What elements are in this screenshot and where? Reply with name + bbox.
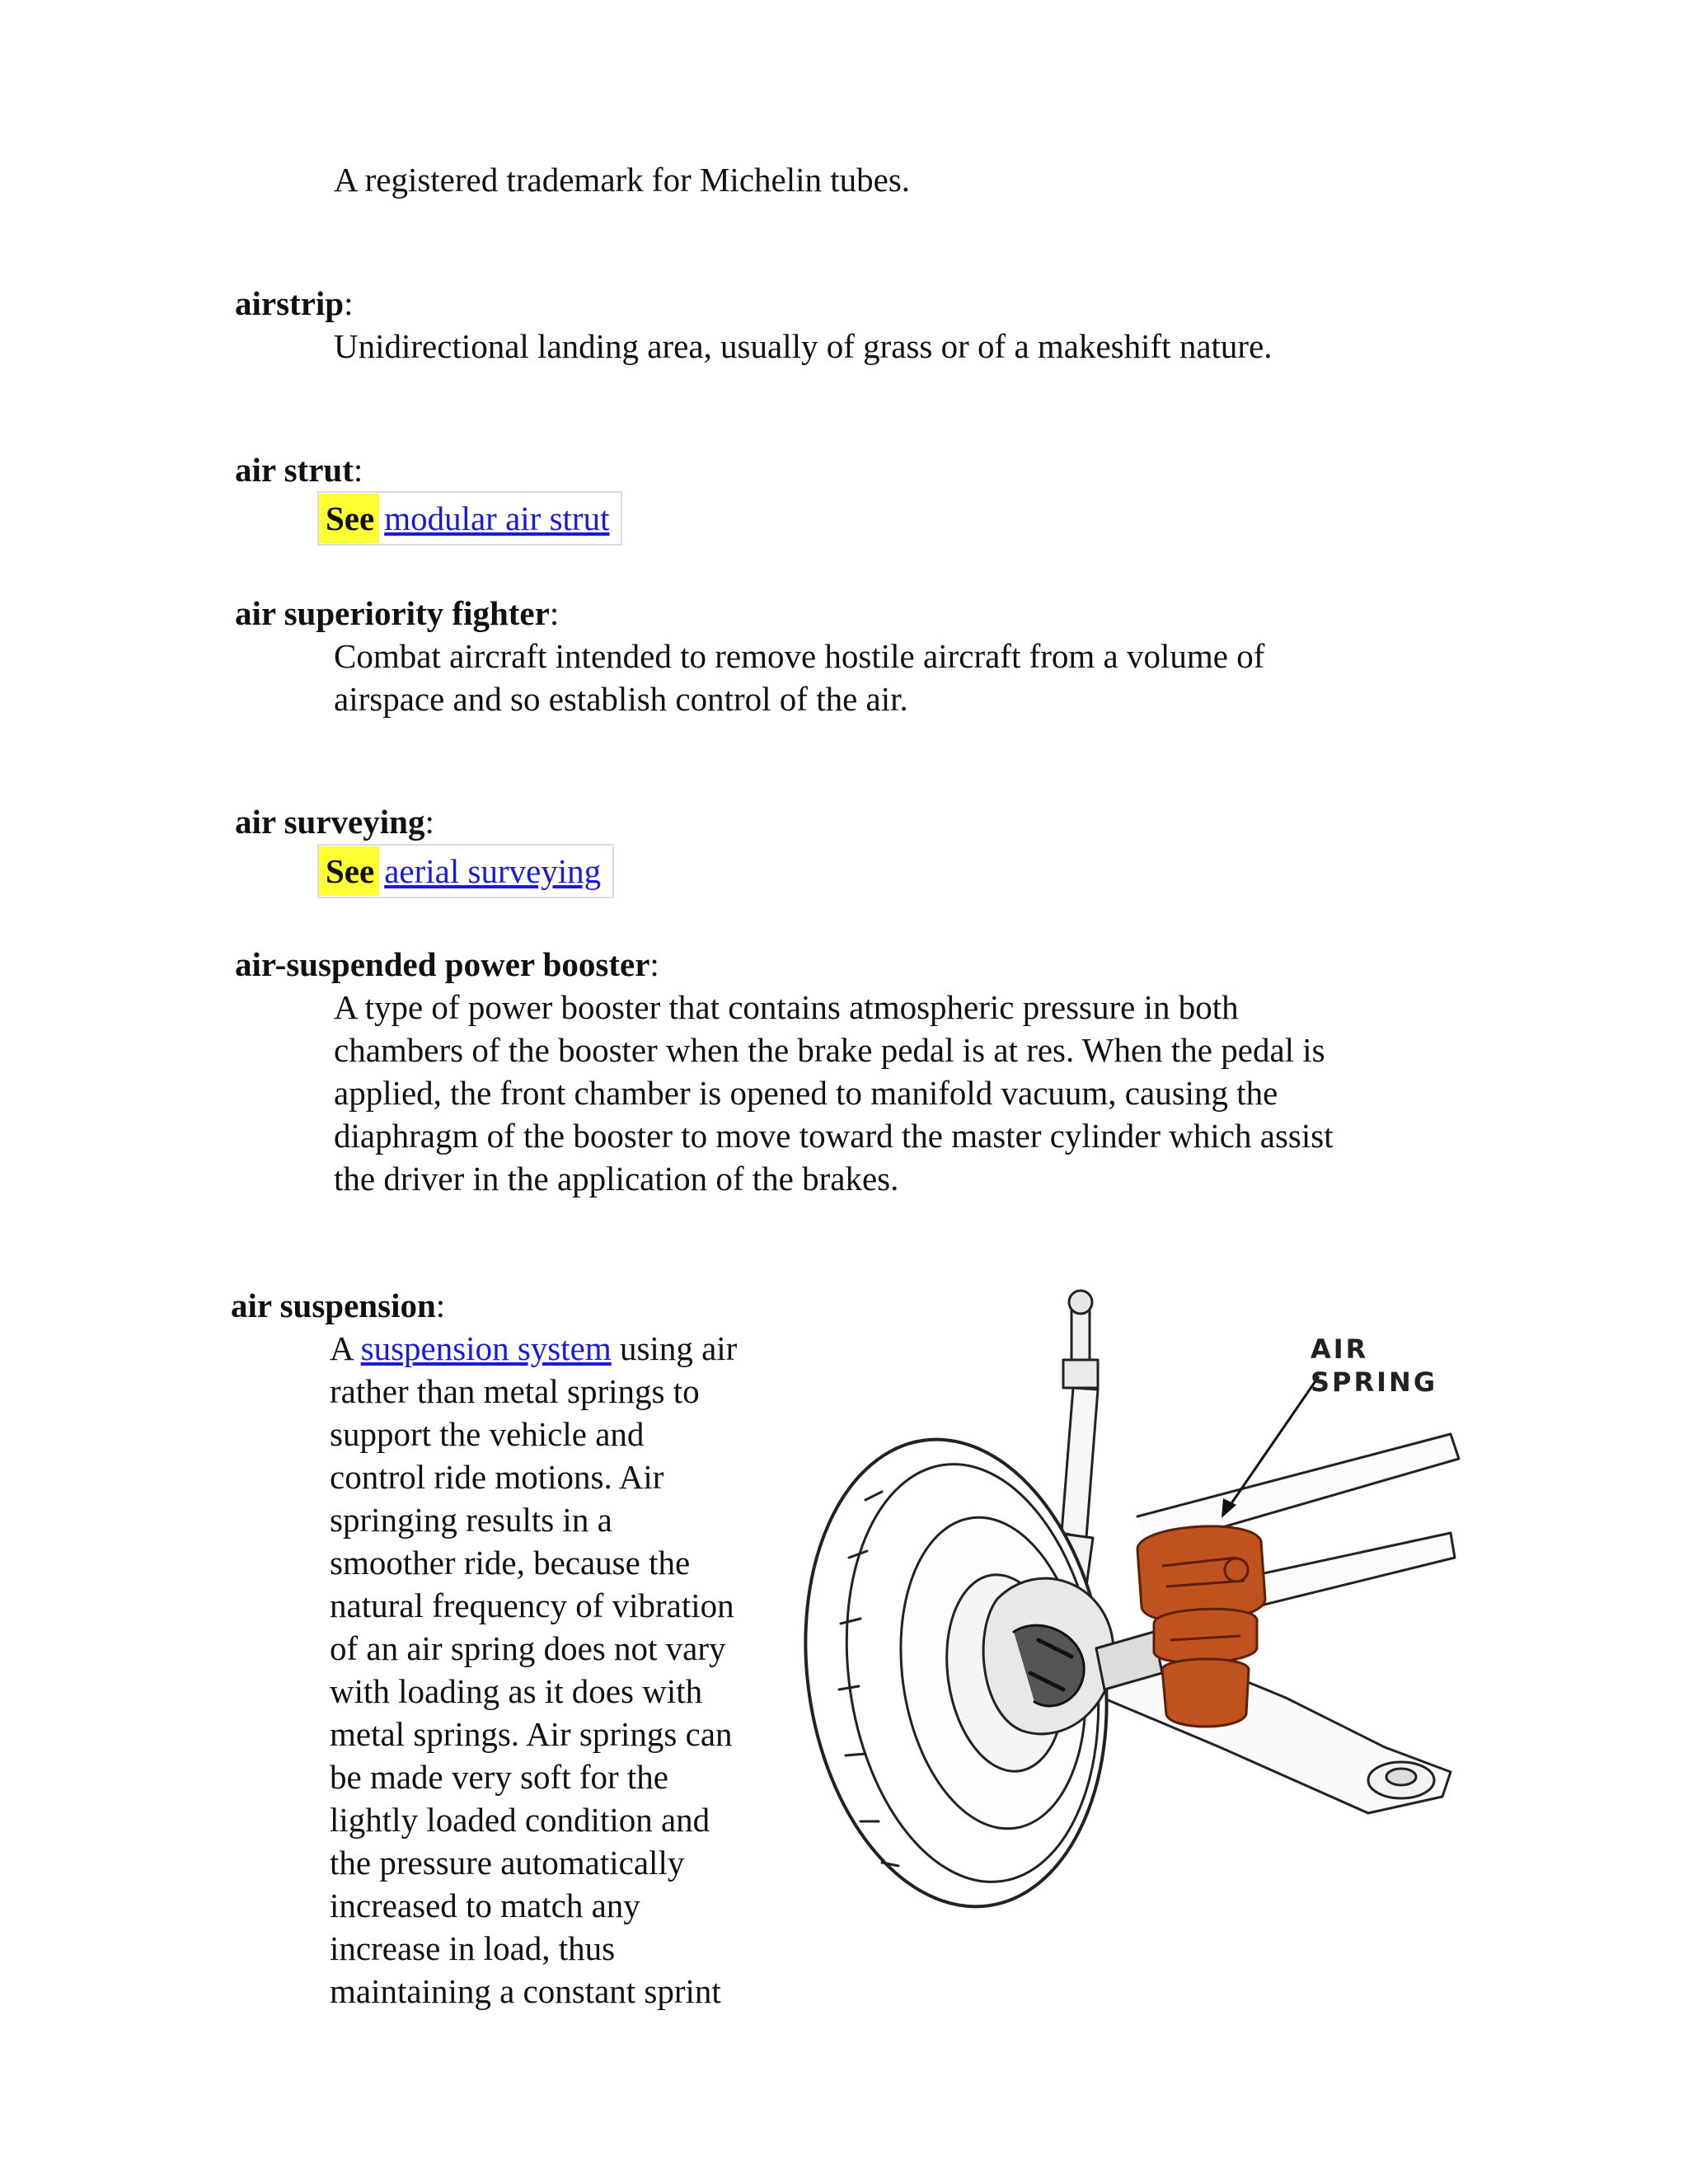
term-air-superiority-fighter: air superiority fighter: bbox=[235, 594, 560, 632]
definition-line: metal springs. Air springs can bbox=[330, 1715, 733, 1753]
definition-line: of an air spring does not vary bbox=[330, 1629, 726, 1667]
see-reference-air-strut bbox=[317, 491, 622, 546]
term-airstrip: airstrip: bbox=[235, 284, 354, 322]
definition-air-suspended-power-booster bbox=[334, 986, 1334, 1200]
definition-line: the driver in the application of the brakes. bbox=[334, 1160, 899, 1197]
definition-line: increased to match any bbox=[330, 1886, 640, 1924]
definition-line: airspace and so establish control of the air. bbox=[334, 680, 908, 718]
definition-line: the pressure automatically bbox=[330, 1844, 685, 1882]
definition-line: A type of power booster that contains atmospheric pressure in both bbox=[334, 988, 1239, 1026]
definition-line: increase in load, thus bbox=[330, 1929, 616, 1967]
link-suspension-system[interactable]: suspension system bbox=[360, 1329, 612, 1367]
shock-mount bbox=[1063, 1360, 1098, 1388]
term-air-suspended-power-booster: air-suspended power booster: bbox=[235, 945, 659, 983]
shock-top-nut bbox=[1069, 1291, 1092, 1314]
see-label: See bbox=[319, 494, 379, 543]
term-air-strut: air strut: bbox=[235, 451, 363, 489]
air-spring-illustration bbox=[791, 1286, 1467, 1912]
see-reference-air-surveying bbox=[317, 844, 614, 898]
link-aerial-surveying[interactable]: aerial surveying bbox=[384, 852, 602, 890]
definition-line: support the vehicle and bbox=[330, 1415, 645, 1453]
definition-line: natural frequency of vibration bbox=[330, 1586, 734, 1624]
definition-line: smoother ride, because the bbox=[330, 1544, 691, 1582]
definition-airstrip: Unidirectional landing area, usually of grass or of a makeshift nature. bbox=[334, 327, 1273, 365]
figure-label-air: AIR bbox=[1311, 1333, 1369, 1365]
figure-label-spring: SPRING bbox=[1311, 1366, 1438, 1398]
definition-line: A suspension system using air bbox=[330, 1329, 738, 1367]
definition-line: Combat aircraft intended to remove hostile aircraft from a volume of bbox=[334, 637, 1265, 675]
definition-air-suspension bbox=[330, 1327, 737, 2013]
definition-line: springing results in a bbox=[330, 1501, 612, 1539]
definition-line: with loading as it does with bbox=[330, 1672, 703, 1710]
ball-joint-center bbox=[1386, 1769, 1416, 1785]
definition-line: maintaining a constant sprint bbox=[330, 1972, 721, 2010]
definition-line: lightly loaded condition and bbox=[330, 1801, 710, 1839]
definition-line: control ride motions. Air bbox=[330, 1458, 664, 1496]
shock-rod bbox=[1062, 1388, 1098, 1538]
see-label: See bbox=[319, 846, 379, 896]
term-air-suspension: air suspension: bbox=[231, 1286, 446, 1324]
definition-air-superiority-fighter bbox=[334, 635, 1264, 720]
definition-line: rather than metal springs to bbox=[330, 1372, 700, 1410]
term-air-surveying: air surveying: bbox=[235, 803, 434, 841]
definition-line: be made very soft for the bbox=[330, 1758, 668, 1796]
definition-line: chambers of the booster when the brake pedal is at res. When the pedal is bbox=[334, 1031, 1325, 1069]
definition-intro: A registered trademark for Michelin tubes. bbox=[334, 161, 911, 199]
definition-line: applied, the front chamber is opened to manifold vacuum, causing the bbox=[334, 1074, 1278, 1112]
link-modular-air-strut[interactable]: modular air strut bbox=[384, 499, 610, 537]
definition-line: diaphragm of the booster to move toward the master cylinder which assist bbox=[334, 1117, 1334, 1155]
